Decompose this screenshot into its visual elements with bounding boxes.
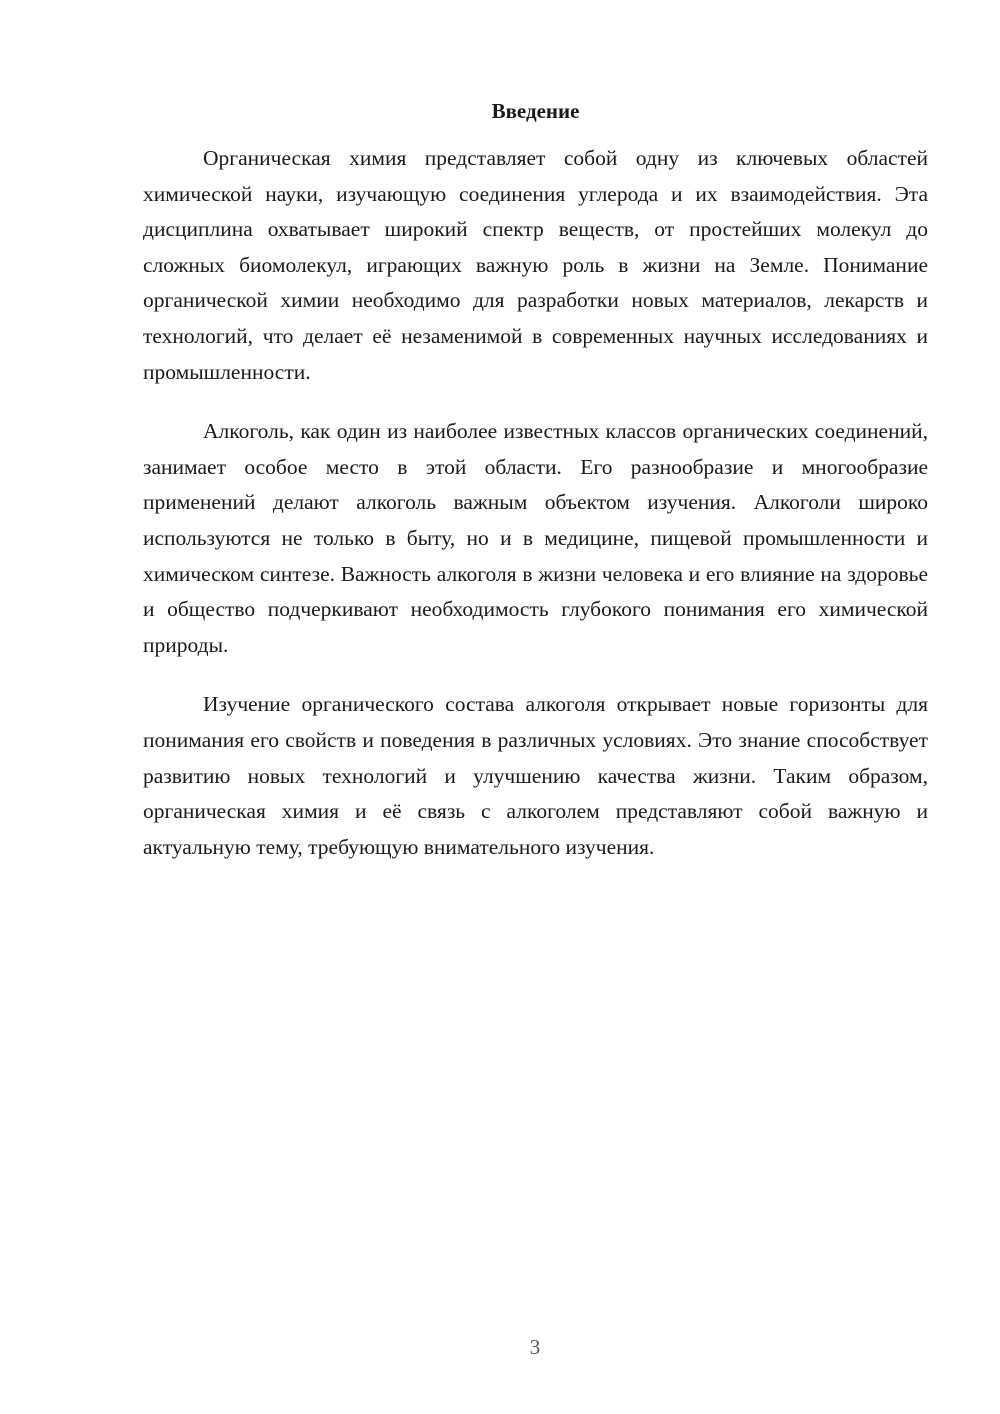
paragraph-3: Изучение органического состава алкоголя открывает новые горизонты для понимания его свойств и поведения в различных условиях. Это знание способствует развитию новых технологий и улучшению качества жизни. Таким образом, органическая химия и её связь с алкоголем представляют собой важную и актуальную тему, требующую внимательного изучения. — [143, 692, 928, 859]
body-text — [143, 141, 928, 889]
paragraph-2: Алкоголь, как один из наиболее известных классов органических соединений, занимает особое место в этой области. Его разнообразие и многообразие применений делают алкоголь важным объектом изучения. Алкоголи широко используются не только в быту, но и в медицине, пищевой промышленности и химическом синтезе. Важность алкоголя в жизни человека и его влияние на здоровье и общество подчеркивают необходимость глубокого понимания его химической природы. — [143, 419, 928, 657]
paragraph-1: Органическая химия представляет собой одну из ключевых областей химической науки, изучающую соединения углерода и их взаимодействия. Эта дисциплина охватывает широкий спектр веществ, от простейших молекул до сложных биомолекул, играющих важную роль в жизни на Земле. Понимание органической химии необходимо для разработки новых материалов, лекарств и технологий, что делает её незаменимой в современных научных исследованиях и промышленности. — [143, 146, 928, 384]
section-heading: Введение — [491, 99, 580, 123]
page-number: 3 — [529, 1335, 541, 1359]
